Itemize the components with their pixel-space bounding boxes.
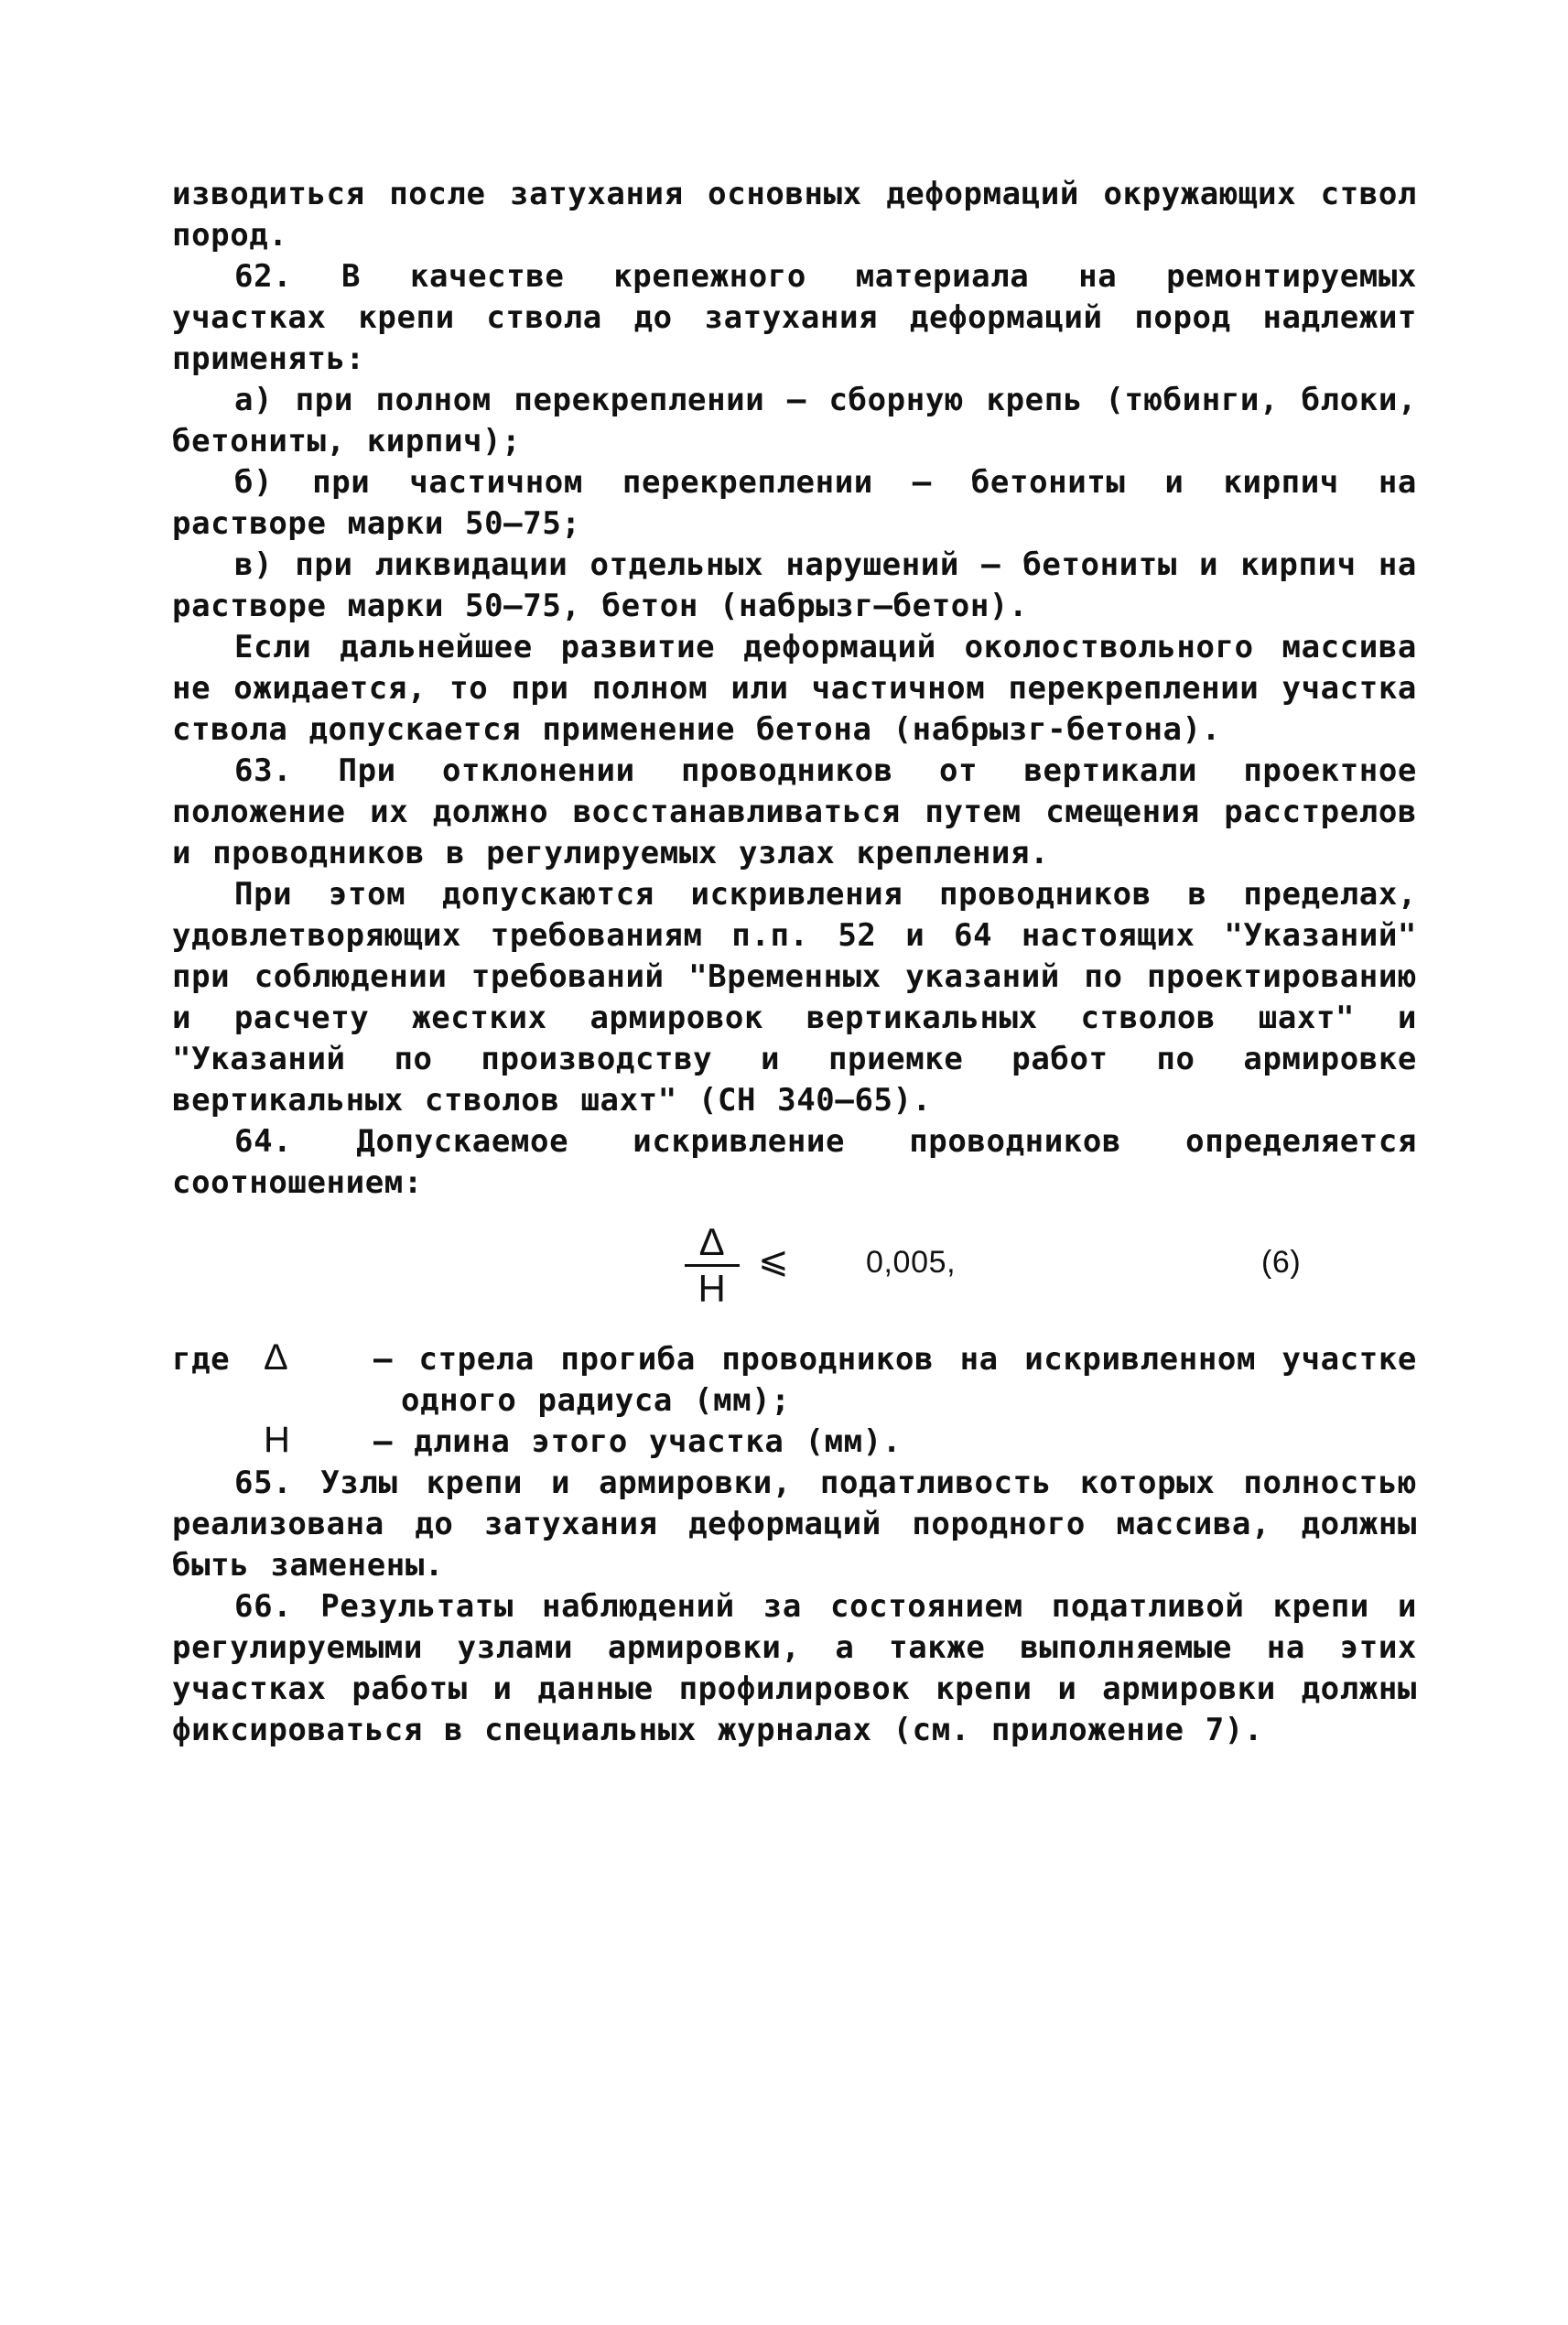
formula-value: 0,005, <box>866 1245 957 1280</box>
formula-number: (6) <box>1261 1245 1302 1280</box>
paragraph-62-item-c: в) при ликвидации отдельных нарушений – бетониты и кирпич на растворе марки 50–75, бетон (набрызг–бетон). <box>172 546 1417 624</box>
paragraph-62-item-b: б) при частичном перекреплении – бетониты и кирпич на растворе марки 50–75; <box>172 464 1417 542</box>
formula-relation: ⩽ <box>758 1239 790 1281</box>
paragraph-62-note: Если дальнейшее развитие деформаций околоствольного массива не ожидается, то при полном или частичном перекреплении участка ствола допускается применение бетона (набрызг-бетона). <box>172 629 1417 748</box>
paragraph-66: 66. Результаты наблюдений за состоянием податливой крепи и регулируемыми узлами армировки, а также выполняемые на этих участках работы и данные профилировок крепи и армировки должны фиксироваться в специальных журналах (см. приложение 7). <box>172 1588 1417 1748</box>
paragraph-continuation: изводиться после затухания основных деформаций окружающих ствол пород. <box>172 176 1417 254</box>
paragraph-62-item-a: а) при полном перекреплении – сборную крепь (тюбинги, блоки, бетониты, кирпич); <box>172 382 1417 460</box>
paragraph-63-note: При этом допускаются искривления проводников в пределах, удовлетворяющих требованиям п.п. 52 и 64 настоящих "Указаний" при соблюдении требований "Временных указаний по проектированию и расчету жестких армировок вертикальных стволов шахт" и "Указаний по производству и приемке работ по армировке вертикальных стволов шахт" (СН 340–65). <box>172 876 1417 1119</box>
formula-denominator: Н <box>697 1267 727 1310</box>
definition-text-delta: – стрела прогиба проводников на искривленном участке одного радиуса (мм); <box>373 1341 1417 1419</box>
definition-lead: где <box>172 1341 231 1378</box>
formula-numerator: Δ <box>685 1222 740 1267</box>
formula-6 <box>172 1222 1417 1332</box>
paragraph-63: 63. При отклонении проводников от вертикали проектное положение их должно восстанавливаться путем смещения расстрелов и проводников в регулируемых узлах крепления. <box>172 752 1417 871</box>
document-page <box>172 174 1417 1751</box>
paragraph-62: 62. В качестве крепежного материала на ремонтируемых участках крепи ствола до затухания деформаций пород надлежит применять: <box>172 258 1417 377</box>
formula-fraction <box>685 1222 740 1309</box>
definition-h <box>172 1422 1417 1463</box>
paragraph-65: 65. Узлы крепи и армировки, податливость которых полностью реализована до затухания деформаций породного массива, должны быть заменены. <box>172 1465 1417 1584</box>
paragraph-64: 64. Допускаемое искривление проводников определяется соотношением: <box>172 1123 1417 1201</box>
definition-symbol-h: Н <box>264 1420 291 1460</box>
definition-delta <box>172 1339 1417 1422</box>
definition-text-h: – длина этого участка (мм). <box>373 1423 902 1460</box>
definition-symbol-delta: Δ <box>264 1337 289 1378</box>
